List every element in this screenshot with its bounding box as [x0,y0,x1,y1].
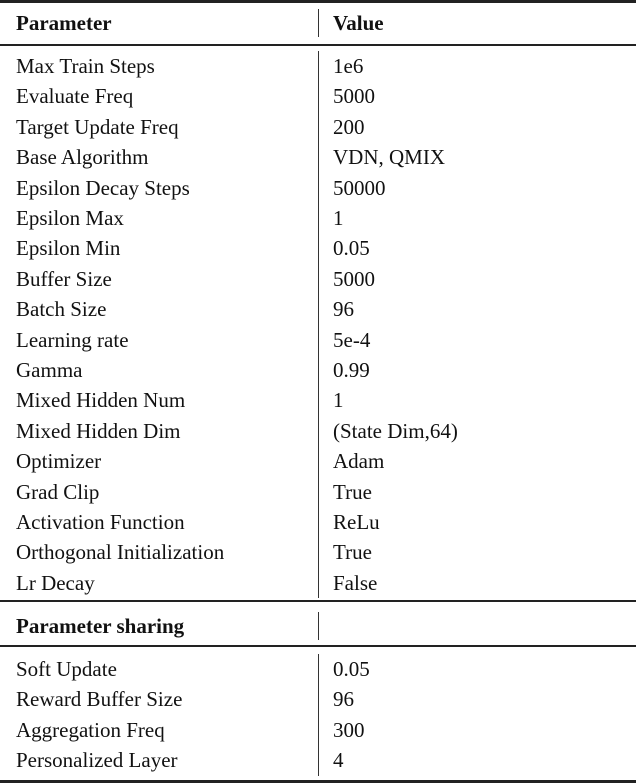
parameter-cell: Batch Size [16,297,107,322]
column-divider [318,684,319,714]
section-rule [0,600,636,602]
value-cell: 1 [333,388,344,413]
section-header [0,606,636,646]
section-title: Parameter sharing [16,614,185,638]
parameter-cell: Lr Decay [16,570,95,595]
table-row [0,325,636,355]
parameter-cell: Max Train Steps [16,54,155,78]
value-cell: 0.99 [333,358,370,382]
column-divider [318,385,319,415]
value-cell: 0.05 [333,657,370,681]
table-row [0,715,636,745]
table-row [0,537,636,567]
table-row [0,446,636,476]
table-row [0,385,636,415]
table-row [0,203,636,233]
parameter-cell: Soft Update [16,657,117,681]
table-row [0,142,636,172]
value-cell: 4 [333,748,344,773]
parameter-cell: Mixed Hidden Dim [16,418,181,443]
parameter-cell: Epsilon Decay Steps [16,175,190,200]
column-divider [318,264,319,294]
parameter-cell: Epsilon Min [16,236,121,261]
column-divider [318,568,319,598]
header-value: Value [333,11,384,35]
column-divider [318,142,319,172]
value-cell: 5000 [333,266,375,291]
table-row [0,416,636,446]
column-divider [318,745,319,775]
table-row [0,654,636,684]
value-cell: 300 [333,717,365,742]
parameter-cell: Target Update Freq [16,114,179,139]
parameter-cell: Reward Buffer Size [16,687,183,712]
section-header-rule [0,645,636,647]
value-cell: 0.05 [333,236,370,261]
header-parameter: Parameter [16,11,112,35]
value-cell: 5e-4 [333,327,371,352]
parameter-cell: Epsilon Max [16,206,124,230]
column-divider [318,233,319,263]
value-cell: 96 [333,297,354,322]
value-cell: True [333,540,372,565]
value-cell: 200 [333,114,365,139]
value-cell: True [333,479,372,504]
value-cell: 1e6 [333,54,364,78]
bottom-rule [0,780,636,783]
table-row [0,568,636,598]
table-row [0,684,636,714]
table-row [0,112,636,142]
column-divider [318,612,319,640]
parameter-cell: Mixed Hidden Num [16,388,186,413]
value-cell: 96 [333,687,354,712]
parameter-cell: Orthogonal Initialization [16,540,225,565]
value-cell: False [333,570,378,595]
column-divider [318,112,319,142]
parameter-cell: Activation Function [16,510,185,534]
parameter-cell: Optimizer [16,449,102,474]
table-row [0,355,636,385]
table-row [0,294,636,324]
column-divider [318,446,319,476]
column-divider [318,81,319,111]
column-divider [318,325,319,355]
table-header [0,3,636,43]
parameter-cell: Base Algorithm [16,145,149,170]
table-row [0,477,636,507]
column-divider [318,715,319,745]
table-row [0,745,636,775]
parameter-cell: Grad Clip [16,479,100,504]
column-divider [318,654,319,684]
table-row [0,51,636,81]
column-divider [318,507,319,537]
column-divider [318,51,319,81]
parameter-cell: Personalized Layer [16,748,178,773]
value-cell: ReLu [333,510,380,534]
parameter-cell: Learning rate [16,327,129,352]
value-cell: Adam [333,449,385,474]
table-row [0,81,636,111]
column-divider [318,416,319,446]
column-divider [318,9,319,37]
table-row [0,173,636,203]
table-row [0,233,636,263]
value-cell: 1 [333,206,344,230]
parameter-cell: Evaluate Freq [16,84,134,109]
value-cell: (State Dim,64) [333,418,458,443]
parameter-cell: Buffer Size [16,266,112,291]
value-cell: VDN, QMIX [333,145,445,170]
column-divider [318,294,319,324]
value-cell: 5000 [333,84,375,109]
column-divider [318,203,319,233]
column-divider [318,355,319,385]
column-divider [318,537,319,567]
parameter-cell: Aggregation Freq [16,717,165,742]
parameter-cell: Gamma [16,358,83,382]
column-divider [318,477,319,507]
table-row [0,507,636,537]
table-row [0,264,636,294]
header-rule [0,44,636,46]
column-divider [318,173,319,203]
value-cell: 50000 [333,175,386,200]
